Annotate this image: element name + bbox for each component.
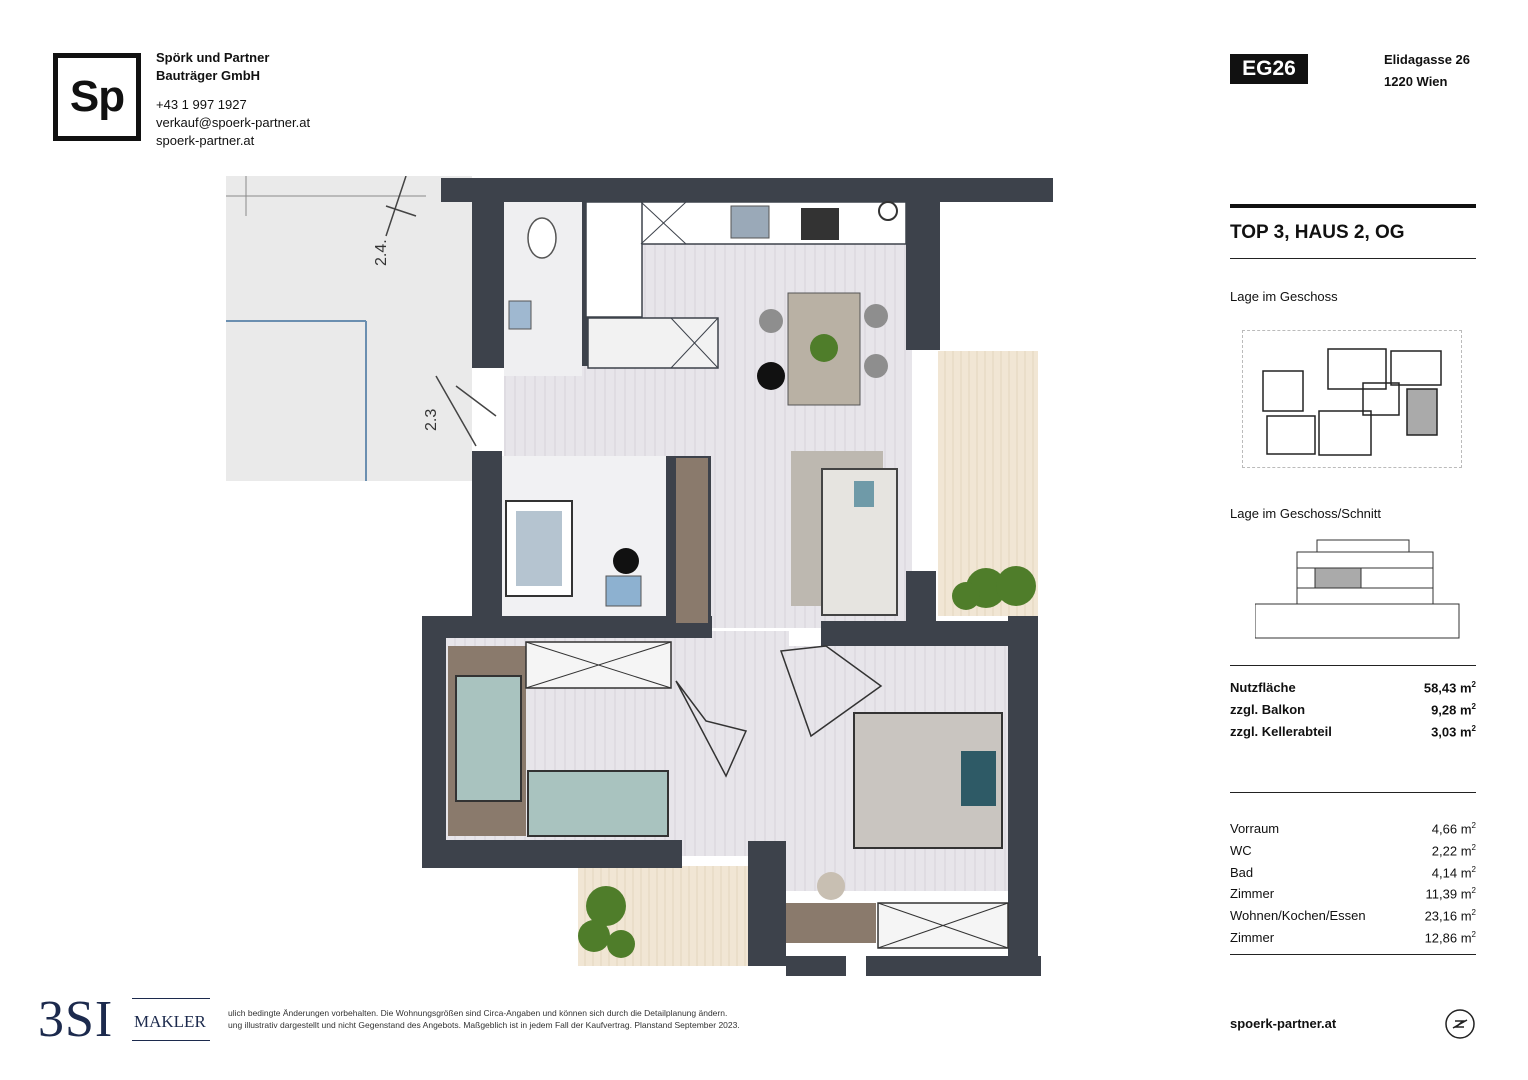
- room-value: 12,86 $m^2$: [1424, 930, 1476, 946]
- desk: [786, 903, 876, 943]
- address-line2: 1220 Wien: [1384, 74, 1448, 89]
- highlighted-unit: [1315, 568, 1361, 588]
- unit-title: TOP 3, HAUS 2, OG: [1230, 222, 1405, 243]
- room-value: 11,39 $m^2$: [1425, 886, 1476, 902]
- area-row-cellar: [1230, 724, 1476, 739]
- room-value: 23,16 $m^2$: [1424, 908, 1476, 924]
- area-value: 58,43 $m^2$: [1423, 680, 1476, 696]
- person-icon: [613, 548, 639, 574]
- floor-plan: [226, 176, 1056, 988]
- highlighted-unit: [1407, 389, 1437, 435]
- company-line2: Bauträger GmbH: [156, 68, 261, 83]
- wc-sink-icon: [509, 301, 531, 329]
- stair-label-upper: 2.4.: [373, 239, 390, 266]
- project-badge: EG26: [1230, 54, 1308, 84]
- kitchen-column: [586, 202, 642, 317]
- sofa-cushion: [854, 481, 874, 507]
- room-row: [1230, 843, 1476, 858]
- room-row: [1230, 821, 1476, 836]
- makler-logo-main: 3SI: [38, 991, 114, 1048]
- company-name: [156, 49, 269, 85]
- table-plant-icon: [810, 334, 838, 362]
- bed-left: [456, 676, 521, 801]
- address-line1: Elidagasse 26: [1384, 52, 1470, 67]
- desk-chair: [817, 872, 845, 900]
- area-label: zzgl. Balkon: [1230, 702, 1306, 717]
- storage-cabinet: [588, 318, 718, 368]
- room-row: [1230, 930, 1476, 945]
- disclaimer-line1: ulich bedingte Änderungen vorbehalten. Die Wohnungsgrößen sind Circa-Angaben und können sich durch die Detailplanung ändern.: [228, 1008, 728, 1018]
- area-label: Nutzfläche: [1230, 680, 1296, 695]
- website-link[interactable]: spoerk-partner.at: [156, 133, 255, 148]
- section-location-map: [1255, 538, 1463, 642]
- section-location-label: Lage im Geschoss/Schnitt: [1230, 506, 1382, 521]
- room-label: Vorraum: [1230, 821, 1280, 836]
- north-arrow-icon: [1444, 1008, 1476, 1040]
- hall-floor: [674, 631, 789, 856]
- divider: [1230, 792, 1476, 793]
- company-logo: [53, 53, 141, 141]
- makler-logo: [38, 990, 213, 1048]
- project-address: [1384, 49, 1470, 93]
- email-link[interactable]: verkauf@spoerk-partner.at: [156, 115, 311, 130]
- area-row-balcony: [1230, 702, 1476, 717]
- room-label: WC: [1230, 843, 1252, 858]
- room-row: [1230, 908, 1476, 923]
- person-icon: [757, 362, 785, 390]
- contact-block: [156, 96, 310, 150]
- area-row-usable: [1230, 680, 1476, 695]
- divider: [1230, 665, 1476, 666]
- bed-cushion: [961, 751, 996, 806]
- room-row: [1230, 886, 1476, 901]
- logo-text: Sp: [69, 72, 125, 121]
- company-line1: Spörk und Partner: [156, 50, 270, 65]
- room-label: Wohnen/Kochen/Essen: [1230, 908, 1366, 923]
- room-label: Zimmer: [1230, 886, 1275, 901]
- fridge-icon: [879, 202, 897, 220]
- disclaimer: [228, 1007, 808, 1031]
- dining-chair: [864, 304, 888, 328]
- divider-thick: [1230, 204, 1476, 208]
- floor-location-label: Lage im Geschoss: [1230, 289, 1338, 304]
- phone-number: +43 1 997 1927: [156, 97, 247, 112]
- room-value: 2,22 $m^2$: [1431, 843, 1476, 859]
- wardrobe: [676, 458, 708, 623]
- room-value: 4,14 $m^2$: [1431, 865, 1476, 881]
- stove-icon: [801, 208, 839, 240]
- kitchen-sink-icon: [731, 206, 769, 238]
- stair-label-lower: 2.3: [423, 408, 440, 431]
- room-value: 4,66 $m^2$: [1431, 821, 1476, 837]
- divider: [1230, 258, 1476, 259]
- bed-right: [528, 771, 668, 836]
- area-value: 9,28 $m^2$: [1431, 702, 1476, 718]
- room-label: Bad: [1230, 865, 1254, 880]
- kitchen-counter: [641, 202, 906, 244]
- dining-chair: [864, 354, 888, 378]
- area-value: 3,03 $m^2$: [1431, 724, 1476, 740]
- room-label: Zimmer: [1230, 930, 1275, 945]
- dining-chair: [759, 309, 783, 333]
- area-label: zzgl. Kellerabteil: [1230, 724, 1332, 739]
- bath-sink-icon: [606, 576, 641, 606]
- disclaimer-line2: ung illustrativ dargestellt und nicht Gegenstand des Angebots. Maßgeblich ist in jedem Fall der Kaufvertrag. Planstand September 2023.: [228, 1020, 740, 1030]
- stairwell-area: [226, 176, 472, 481]
- floor-location-map: [1242, 330, 1462, 468]
- toilet-icon: [528, 218, 556, 258]
- bathtub-water: [516, 511, 562, 586]
- room-row: [1230, 865, 1476, 880]
- makler-logo-word: MAKLER: [134, 1012, 206, 1031]
- footer-website-link[interactable]: spoerk-partner.at: [1230, 1016, 1337, 1031]
- divider: [1230, 954, 1476, 955]
